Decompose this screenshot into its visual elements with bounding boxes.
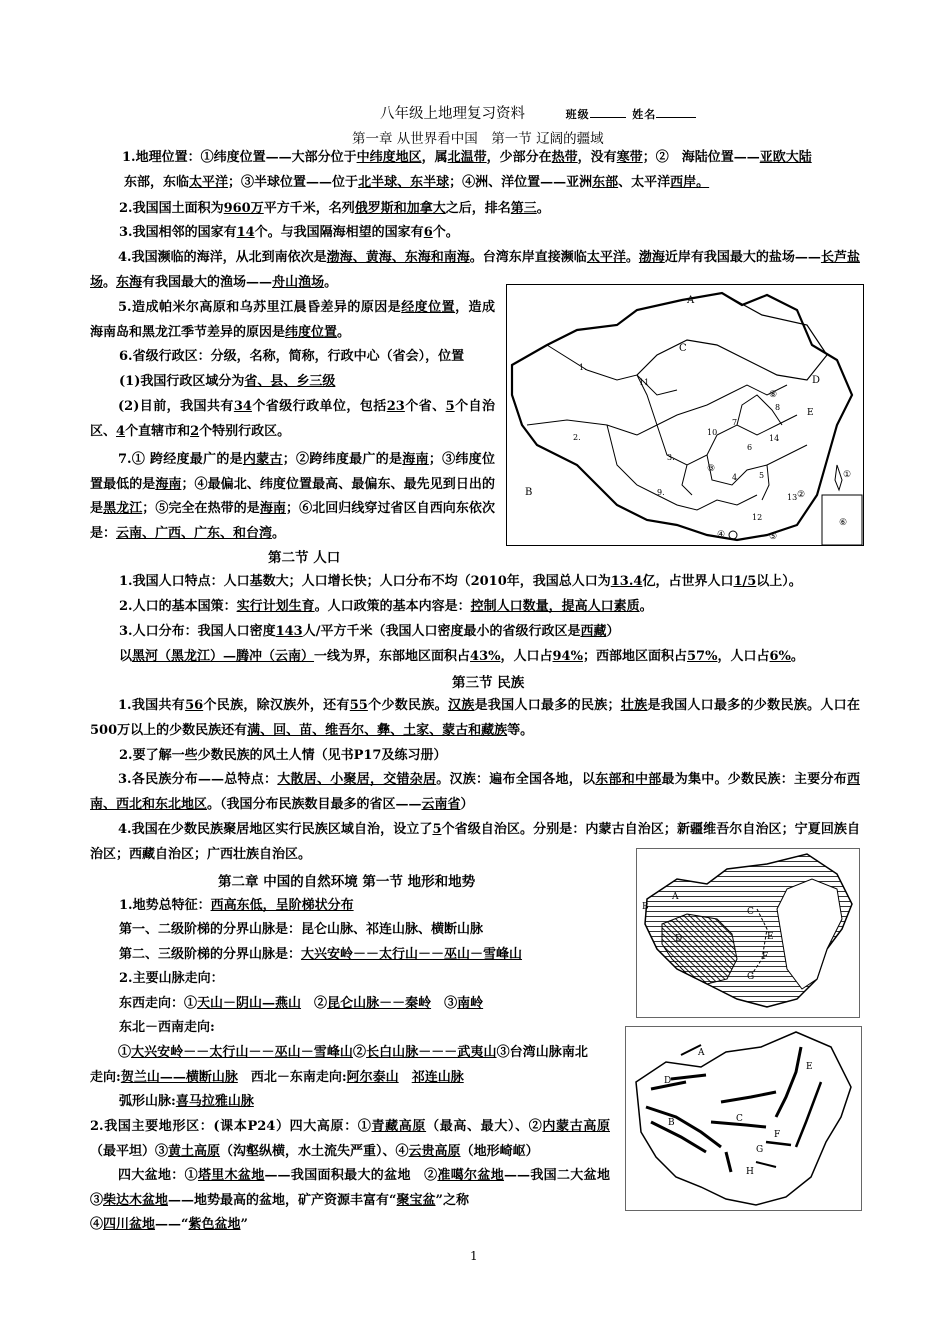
map2-label-G: G <box>747 972 755 982</box>
map3-label-D: D <box>664 1076 672 1086</box>
sec2-item2: 2.人口的基本国策：实行计划生育。人口政策的基本内容是：控制人口数量，提高人口素质。 <box>119 599 653 614</box>
sec3-item1: 1.我国共有56个民族，除汉族外，还有55个少数民族。汉族是我国人口最多的民族；壮族是我国人口最多的少数民族。人口在500万以上的少数民族还有满、回、苗、维吾尔、彝、土家、蒙古和藏族等。 <box>90 698 860 738</box>
ch1-item1: 1.地理位置：①纬度位置——大部分位于中纬度地区，属北温带，少部分在热带，没有寒带；② 海陆位置——亚欧大陆 <box>122 150 812 165</box>
map3-label-F: F <box>774 1130 781 1140</box>
ch1-item4: 4.我国濒临的海洋，从北到南依次是渤海、黄海、东海和南海。台湾东岸直接濒临太平洋。渤海近岸有我国最大的盐场——长芦盐场。东海有我国最大的渔场——舟山渔场。 <box>90 250 860 290</box>
sec3-heading: 第三节 民族 <box>452 675 525 691</box>
map3-label-E: E <box>806 1062 813 1072</box>
svg-text:4: 4 <box>732 473 738 482</box>
ch2-item2: 2.主要山脉走向： <box>119 971 224 986</box>
ch2-item2-ne: 东北－西南走向: <box>119 1020 215 1035</box>
ch2-heading: 第二章 中国的自然环境 第一节 地形和地势 <box>218 874 476 890</box>
ch2-item2-arc: 弧形山脉:喜马拉雅山脉 <box>119 1094 254 1109</box>
ch2-item1-step12: 第一、二级阶梯的分界山脉是：昆仑山脉、祁连山脉、横断山脉 <box>119 922 484 937</box>
ch1-item3: 3.我国相邻的国家有14个。与我国隔海相望的国家有6个。 <box>119 225 459 240</box>
ch2-item2-ne-list: ①大兴安岭－－太行山－－巫山－雪峰山②长白山脉－－－武夷山③台湾山脉南北走向:贺兰山——横断山脉 西北－东南走向:阿尔泰山 祁连山脉 <box>90 1045 588 1085</box>
map3-label-A: A <box>698 1048 705 1058</box>
ch1-item6-1: (1)我国行政区域分为省、县、乡三级 <box>119 374 336 389</box>
ch1-heading: 第一章 从世界看中国 第一节 辽阔的疆域 <box>352 131 604 147</box>
map2-label-A: A <box>672 892 679 902</box>
svg-text:12: 12 <box>752 513 763 522</box>
ch2-item2-ew: 东西走向：①天山－阴山—燕山 ②昆仑山脉－－秦岭 ③南岭 <box>119 996 484 1011</box>
svg-text:7: 7 <box>732 418 738 427</box>
sec3-item4: 4.我国在少数民族聚居地区实行民族区域自治，设立了5个省级自治区。分别是：内蒙古自治区；新疆维吾尔自治区；宁夏回族自治区；西藏自治区；广西壮族自治区。 <box>90 822 860 862</box>
svg-text:④: ④ <box>717 530 726 540</box>
china-provinces-map-svg <box>507 285 863 545</box>
china-provinces-map <box>506 284 864 546</box>
svg-text:①: ① <box>843 470 852 480</box>
name-blank <box>656 107 696 118</box>
ch1-item2: 2.我国国土面积为960万平方千米，名列俄罗斯和加拿大之后，排名第三。 <box>119 201 550 216</box>
svg-text:14: 14 <box>769 434 780 443</box>
class-blank <box>590 107 626 118</box>
map2-label-F: F <box>762 952 769 962</box>
ch2-item3: 2.我国主要地形区：(课本P24）四大高原：①青藏高原（最高、最大）、②内蒙古高原（最平坦）③黄土高原（沟壑纵横，水土流失严重）、④云贵高原（地形崎岖） <box>90 1119 610 1159</box>
svg-text:11: 11 <box>639 378 650 387</box>
svg-text:②: ② <box>797 490 806 500</box>
ch1-item7: 7.① 跨经度最广的是内蒙古；②跨纬度最广的是海南；③纬度位置最低的是海南；④最偏北、纬度位置最高、最偏东、最先见到日出的是黑龙江；⑤完全在热带的是海南；⑥北回归线穿过省区自西向东依次是：云南、广西、广东、和台湾。 <box>90 452 495 541</box>
map2-label-E: E <box>767 932 774 942</box>
map2-label-C: C <box>747 907 754 917</box>
svg-text:8: 8 <box>775 403 781 412</box>
svg-text:⑧: ⑧ <box>769 390 778 400</box>
name-label: 姓名 <box>632 108 657 121</box>
svg-text:6: 6 <box>747 443 753 452</box>
svg-text:1.: 1. <box>579 363 587 372</box>
map3-label-H: H <box>746 1167 754 1177</box>
svg-text:3.: 3. <box>667 453 675 462</box>
ch1-item6-2: (2)目前，我国共有34个省级行政单位，包括23个省、5个自治区、4个直辖市和2个特别行政区。 <box>90 399 495 439</box>
sec2-heading: 第二节 人口 <box>268 550 341 566</box>
sec2-item3-cont: 以黑河（黑龙江）—腾冲（云南）一线为界，东部地区面积占43%，人口占94%；西部地区面积占57%，人口占6%。 <box>119 649 804 664</box>
svg-text:5: 5 <box>759 471 765 480</box>
page-title: 八年级上地理复习资料 <box>380 106 525 122</box>
title-row <box>380 102 800 123</box>
map3-label-C: C <box>736 1114 743 1124</box>
mountain-ranges-map <box>625 1026 862 1211</box>
sec3-item3: 3.各民族分布——总特点：大散居、小聚居，交错杂居。汉族：遍布全国各地，以东部和中部最为集中。少数民族：主要分布西南、西北和东北地区。（我国分布民族数目最多的省区——云南省） <box>90 772 860 812</box>
svg-text:2.: 2. <box>573 433 581 442</box>
svg-text:③: ③ <box>707 464 716 474</box>
map2-label-B: B <box>642 902 649 912</box>
sec2-item1: 1.我国人口特点：人口基数大；人口增长快；人口分布不均（2010年，我国总人口为13.4亿，占世界人口1/5以上）。 <box>119 574 802 589</box>
terrain-steps-map-svg <box>637 849 859 1017</box>
ch2-item1: 1.地势总特征：西高东低，呈阶梯状分布 <box>119 898 354 913</box>
ch2-item4: 四大盆地：①塔里木盆地——我国面积最大的盆地 ②准噶尔盆地——我国二大盆地 ③柴达木盆地——地势最高的盆地，矿产资源丰富有“聚宝盆”之称 ④四川盆地——“紫色盆地” <box>90 1168 610 1233</box>
page-number: 1 <box>470 1249 478 1263</box>
svg-text:⑤: ⑤ <box>769 532 778 542</box>
svg-text:9.: 9. <box>657 488 665 497</box>
map1-label-A: A <box>687 295 695 306</box>
map2-label-D: D <box>675 934 683 944</box>
map1-label-B: B <box>525 487 533 498</box>
svg-text:10: 10 <box>707 428 718 437</box>
sec3-item2: 2.要了解一些少数民族的风土人情（见书P17及练习册） <box>119 748 447 763</box>
ch1-item6: 6.省级行政区：分级，名称，简称，行政中心（省会），位置 <box>119 349 465 364</box>
map1-label-C: C <box>679 343 687 354</box>
ch2-item1-step23: 第二、三级阶梯的分界山脉是：大兴安岭－－太行山－－巫山－雪峰山 <box>119 947 523 962</box>
svg-text:E: E <box>807 408 814 418</box>
ch1-item5: 5.造成帕米尔高原和乌苏里江晨昏差异的原因是经度位置，造成海南岛和黑龙江季节差异的原因是纬度位置。 <box>90 300 495 340</box>
map3-label-G: G <box>756 1145 764 1155</box>
svg-text:13: 13 <box>787 493 798 502</box>
sec2-item3: 3.人口分布：我国人口密度143人/平方千米（我国人口密度最小的省级行政区是西藏） <box>119 624 620 639</box>
svg-text:⑥: ⑥ <box>839 518 848 528</box>
map1-label-D: D <box>812 375 821 386</box>
mountain-ranges-map-svg <box>626 1027 861 1210</box>
map3-label-B: B <box>668 1118 675 1128</box>
ch1-item1-cont: 东部，东临太平洋；③半球位置——位于北半球、东半球；④洲、洋位置——亚洲东部、太平洋西岸。 <box>124 175 710 190</box>
class-label: 班级 <box>565 108 590 121</box>
terrain-steps-map <box>636 848 860 1018</box>
